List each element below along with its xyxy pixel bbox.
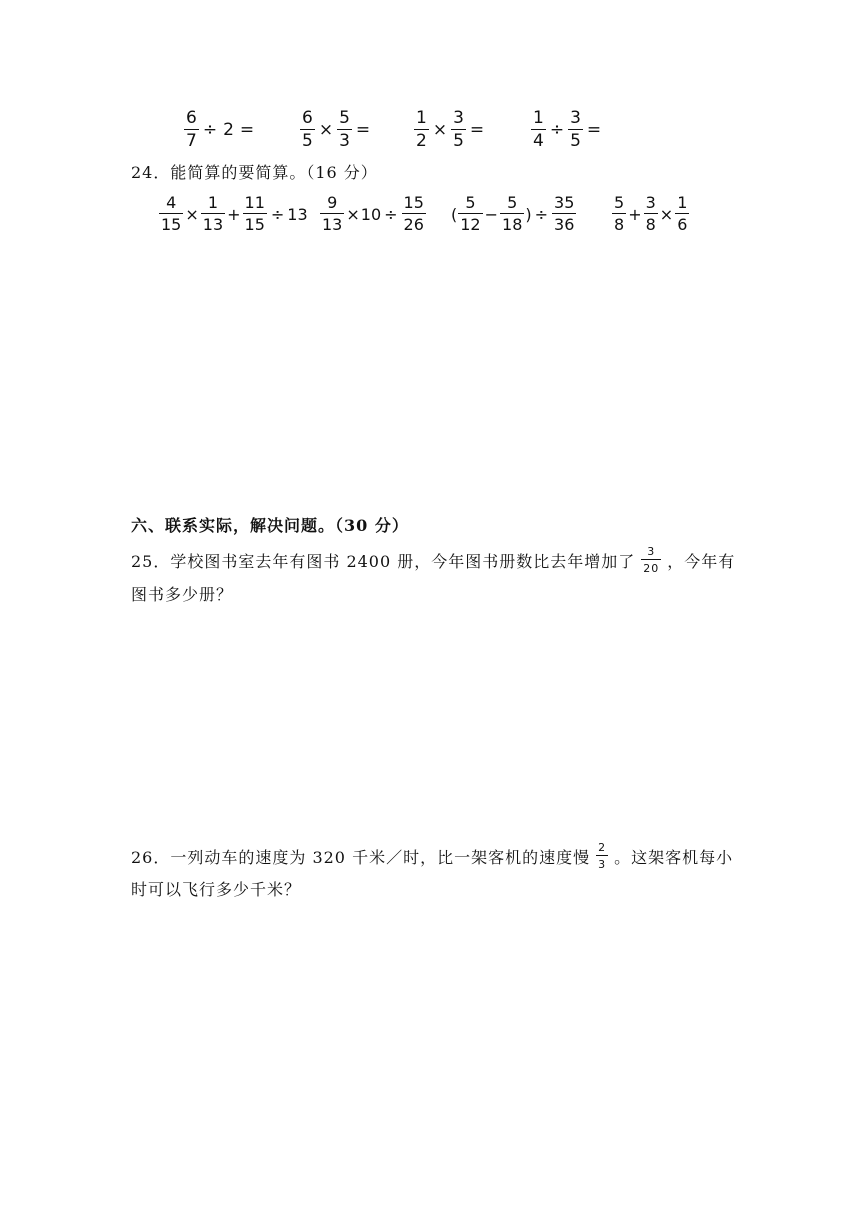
q26-line-1: 26．一列动车的速度为 320 千米／时，比一架客机的速度慢 $\frac{2}{3}$ 。这架客机每小 [131,841,734,871]
q24-expression-2: $\frac{9}{13}$ × 10 ÷ $\frac{15}{26}$ [322,193,424,234]
q25-line-2: 图书多少册？ [131,585,234,604]
q24-expression-3: ( $\frac{5}{12}$ − $\frac{5}{18}$ ) ÷ $\frac{35}{36}$ [451,193,575,234]
fraction: $\frac{4}{15}$ [161,193,182,234]
fraction: $\frac{1}{2}$ [416,108,427,151]
q26-line-2: 时可以飞行多少千米？ [131,880,302,899]
fraction: $\frac{5}{8}$ [614,193,625,234]
q23-expression-1: $\frac{6}{7}$ ÷ 2 = [186,108,255,151]
section-heading: 六、联系实际，解决问题。（30 分） [131,516,409,535]
fraction: $\frac{35}{36}$ [554,193,575,234]
fraction: $\frac{15}{26}$ [403,193,424,234]
q23-expression-2: $\frac{6}{5}$ × $\frac{5}{3}$ = [302,108,371,151]
fraction: $\frac{5}{3}$ [339,108,350,151]
q24-expression-4: $\frac{5}{8}$ + $\frac{3}{8}$ × $\frac{1}{6}$ [614,193,688,234]
fraction: $\frac{6}{5}$ [302,108,313,151]
fraction: $\frac{6}{7}$ [186,108,197,151]
fraction: $\frac{3}{5}$ [570,108,581,151]
fraction: $\frac{1}{13}$ [202,193,224,234]
fraction: $\frac{5}{18}$ [502,193,523,234]
q25-line-1: 25．学校图书室去年有图书 2400 册，今年图书册数比去年增加了 $\frac{3}{20}$ ，今年有 [131,545,736,575]
fraction: $\frac{11}{15}$ [244,193,265,234]
fraction: $\frac{5}{12}$ [460,193,481,234]
fraction: $\frac{3}{8}$ [645,193,656,234]
q23-expression-3: $\frac{1}{2}$ × $\frac{3}{5}$ = [416,108,485,151]
fraction: $\frac{9}{13}$ [322,193,343,234]
q24-expression-1: $\frac{4}{15}$ × $\frac{1}{13}$ + $\frac{11}{15}$ ÷ 13 [161,193,308,234]
fraction: $\frac{3}{20}$ [643,545,660,575]
fraction: $\frac{1}{4}$ [533,108,544,151]
fraction: $\frac{3}{5}$ [453,108,464,151]
q24-title: 24．能简算的要简算。（16 分） [131,163,378,182]
fraction: $\frac{2}{3}$ [598,841,607,871]
q23-expression-4: $\frac{1}{4}$ ÷ $\frac{3}{5}$ = [533,108,602,151]
fraction: $\frac{1}{6}$ [677,193,688,234]
